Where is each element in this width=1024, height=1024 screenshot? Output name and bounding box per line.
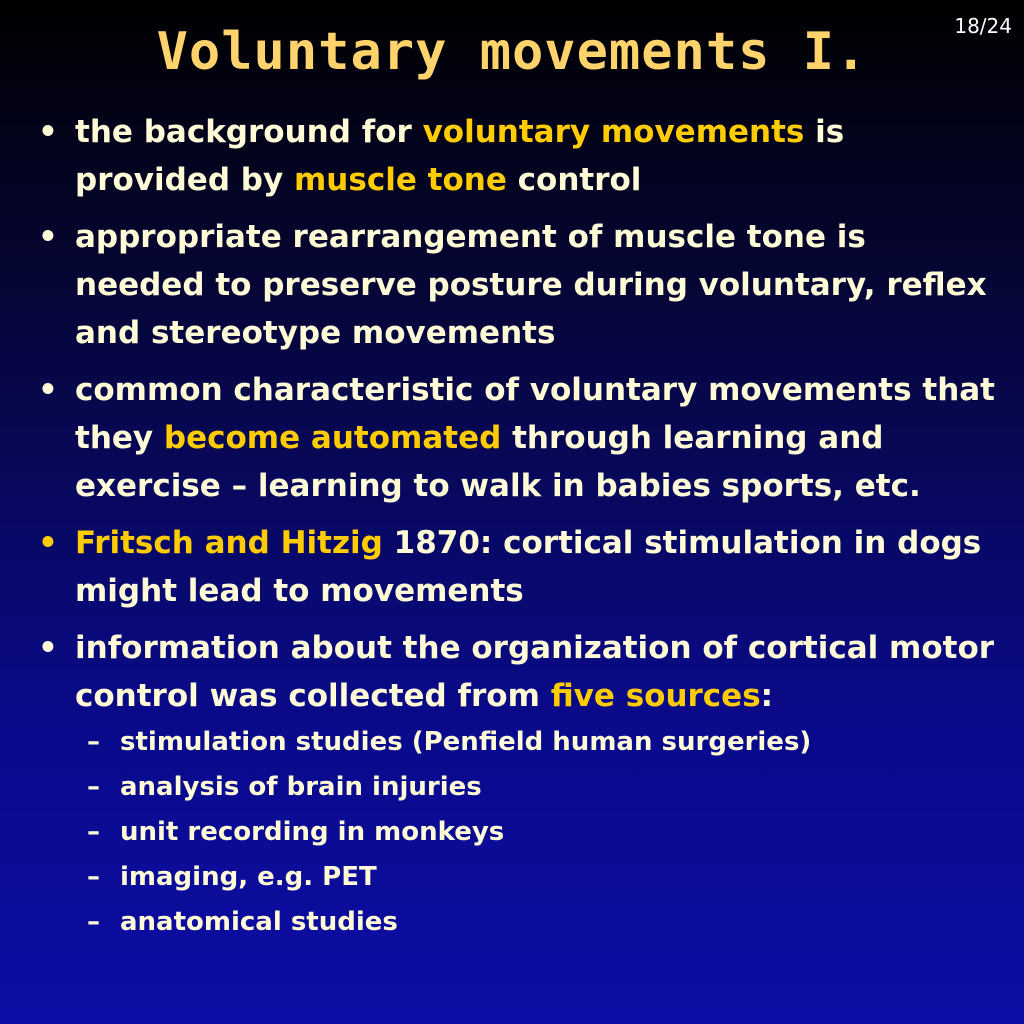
sub-item-text: imaging, e.g. PET	[120, 862, 377, 892]
highlighted-term: five sources	[550, 678, 761, 714]
text-segment: appropriate rearrangement of muscle tone is needed to preserve posture during voluntary, reflex and stereotype movements	[75, 219, 987, 351]
bullet-marker: •	[38, 372, 58, 408]
text-segment: :	[760, 678, 774, 714]
dash-marker: –	[87, 907, 100, 937]
sub-item	[75, 855, 1003, 900]
text-segment: 1870: cortical stimulation in dogs might lead to movements	[75, 525, 982, 609]
dash-marker: –	[87, 772, 100, 802]
sub-list	[75, 720, 1003, 945]
sub-item-text: unit recording in monkeys	[120, 817, 505, 847]
highlighted-term: Fritsch and Hitzig	[75, 525, 383, 561]
bullet-item	[28, 366, 1003, 510]
dash-marker: –	[87, 727, 100, 757]
bullet-marker: •	[38, 525, 58, 561]
sub-item	[75, 900, 1003, 945]
sub-item	[75, 810, 1003, 855]
sub-item-text: anatomical studies	[120, 907, 398, 937]
sub-item-text: analysis of brain injuries	[120, 772, 482, 802]
bullet-text	[75, 525, 981, 609]
sub-item	[75, 765, 1003, 810]
bullet-marker: •	[38, 219, 58, 255]
bullet-item	[28, 624, 1003, 945]
page-number: 18/24	[954, 14, 1012, 38]
bullet-text	[75, 630, 994, 714]
highlighted-term: voluntary movements	[422, 114, 805, 150]
bullet-text	[75, 114, 844, 198]
bullet-item	[28, 213, 1003, 357]
highlighted-term: muscle tone	[294, 162, 507, 198]
text-segment: control	[506, 162, 642, 198]
highlighted-term: become automated	[163, 420, 502, 456]
bullet-text	[75, 219, 987, 351]
bullet-text	[75, 372, 995, 504]
text-segment: the background for	[75, 114, 423, 150]
text-segment: is provided by	[75, 114, 845, 198]
text-segment: common characteristic of voluntary movements that they	[75, 372, 995, 456]
sub-item-text: stimulation studies (Penfield human surgeries)	[120, 727, 812, 757]
bullet-item	[28, 108, 1003, 204]
bullet-list	[28, 108, 1003, 954]
bullet-marker: •	[38, 114, 58, 150]
slide-title: Voluntary movements I.	[156, 22, 868, 82]
bullet-marker: •	[38, 630, 58, 666]
bullet-item	[28, 519, 1003, 615]
dash-marker: –	[87, 817, 100, 847]
text-segment: information about the organization of cortical motor control was collected from	[75, 630, 995, 714]
sub-item	[75, 720, 1003, 765]
dash-marker: –	[87, 862, 100, 892]
text-segment: through learning and exercise – learning to walk in babies sports, etc.	[75, 420, 921, 504]
